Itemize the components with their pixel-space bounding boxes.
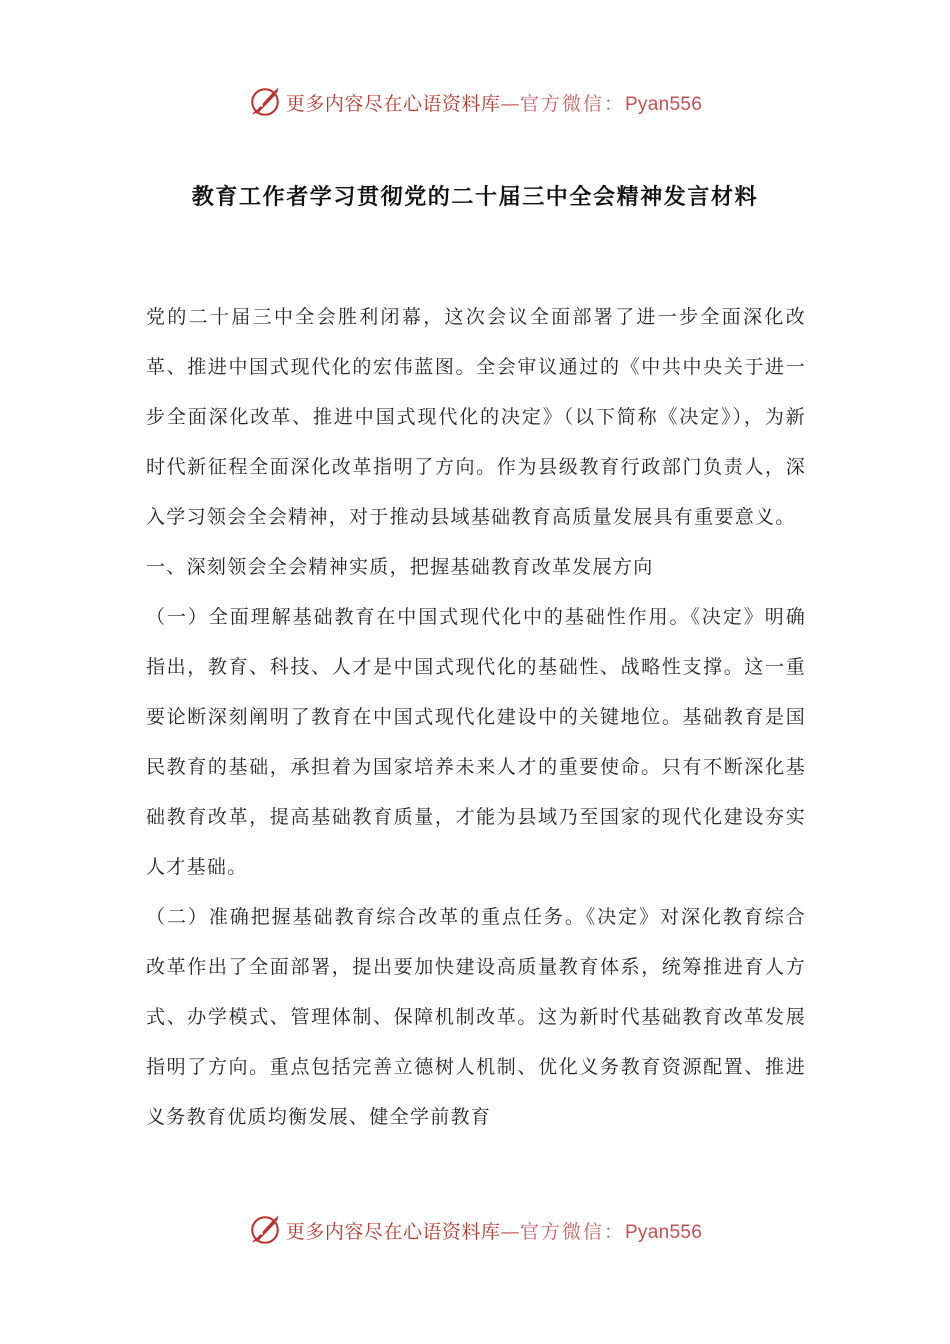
header-banner — [0, 82, 950, 122]
document-body — [146, 292, 806, 1142]
banner-dash: — — [500, 1220, 520, 1243]
banner-text — [286, 1217, 702, 1244]
document-title: 教育工作者学习贯彻党的二十届三中全会精神发言材料 — [191, 185, 759, 210]
section-heading-1: 一、深刻领会全会精神实质，把握基础教育改革发展方向 — [146, 556, 654, 578]
banner-wechat-id: Pyan556 — [624, 1221, 703, 1243]
banner-main: 更多内容尽在心语资料库 — [285, 1220, 501, 1243]
footer-banner — [0, 1210, 950, 1250]
paragraph-1-1: （一）全面理解基础教育在中国式现代化中的基础性作用。《决定》明确指出，教育、科技、人才是中国式现代化的基础性、战略性支撑。这一重要论断深刻阐明了教育在中国式现代化建设中的关键地位。基础教育是国民教育的基础，承担着为国家培养未来人才的重要使命。只有不断深化基础教育改革，提高基础教育质量，才能为县域乃至国家的现代化建设夯实人才基础。 — [146, 606, 806, 878]
quill-logo-icon — [248, 85, 282, 119]
banner-text — [286, 89, 702, 116]
banner-official: 官方微信： — [519, 92, 625, 115]
banner-main: 更多内容尽在心语资料库 — [285, 92, 501, 115]
paragraph-intro: 党的二十届三中全会胜利闭幕，这次会议全面部署了进一步全面深化改革、推进中国式现代化的宏伟蓝图。全会审议通过的《中共中央关于进一步全面深化改革、推进中国式现代化的决定》（以下简称《决定》），为新时代新征程全面深化改革指明了方向。作为县级教育行政部门负责人，深入学习领会全会精神，对于推动县域基础教育高质量发展具有重要意义。 — [146, 306, 806, 528]
banner-wechat-id: Pyan556 — [624, 93, 703, 115]
quill-logo-icon — [248, 1213, 282, 1247]
banner-official: 官方微信： — [519, 1220, 625, 1243]
banner-dash: — — [500, 92, 520, 115]
paragraph-1-2: （二）准确把握基础教育综合改革的重点任务。《决定》对深化教育综合改革作出了全面部署，提出要加快建设高质量教育体系，统筹推进育人方式、办学模式、管理体制、保障机制改革。这为新时代基础教育改革发展指明了方向。重点包括完善立德树人机制、优化义务教育资源配置、推进义务教育优质均衡发展、健全学前教育 — [146, 906, 806, 1128]
